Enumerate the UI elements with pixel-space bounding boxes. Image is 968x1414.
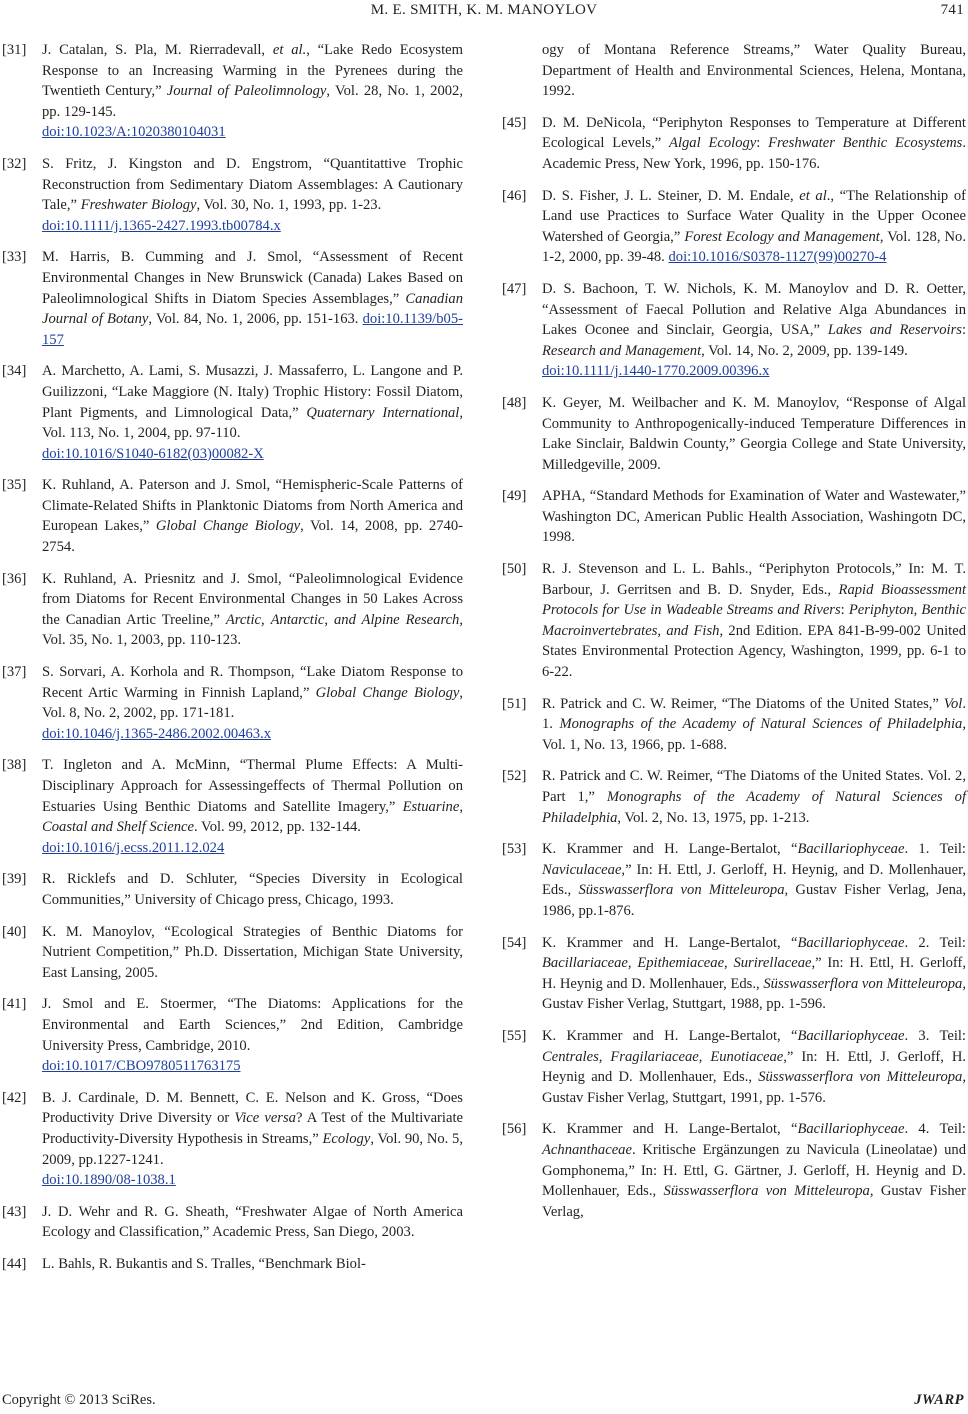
reference-segment: , Vol. 90, No. 5, 2009, pp.1227-1241. [42, 1130, 464, 1168]
copyright-notice: Copyright © 2013 SciRes. [2, 1392, 156, 1408]
doi-link[interactable]: doi:10.1111/j.1365-2427.1993.tb00784.x [42, 217, 281, 234]
page-header [0, 0, 968, 28]
reference-text [42, 1204, 463, 1241]
reference-segment: J. Smol and E. Stoermer, “The Diatoms: Applications for the Environmental and Earth Sciences,” 2nd Edition, Cambridge University Press, Cambridge, 2010. [42, 996, 463, 1054]
doi-link[interactable]: doi:10.1139/b05-157 [42, 311, 463, 348]
reference-text [542, 488, 966, 545]
reference-text [42, 871, 463, 908]
reference-entry [2, 40, 463, 143]
reference-segment: ,” In: H. Ettl, J. Gerloff, H. Heynig, and D. Mollenhauer, Eds., [542, 861, 966, 899]
italic-title: et al [799, 187, 827, 204]
reference-number: [42] [2, 1089, 27, 1106]
reference-number: [31] [2, 42, 27, 58]
italic-title: Journal of Paleolimnology [166, 83, 327, 100]
italic-title: Bacillariophyceae [797, 1121, 905, 1138]
reference-segment: , Vol. 1, No. 13, 1966, pp. 1-688. [542, 716, 966, 753]
reference-segment: , Gustav Fisher Verlag, Stuttgart, 1988, pp. 1-596. [542, 975, 966, 1013]
reference-text [542, 188, 966, 266]
reference-segment: ,” In: H. Ettl, H. Gerloff, H. Heynig and D. Mollenhauer, Eds., [542, 955, 967, 992]
reference-segment: , “Lake Redo Ecosystem Response to an Increasing Warming in the Pyrenees during the Twentieth Century,” [42, 42, 463, 100]
italic-title: Lakes and Reservoirs [827, 322, 962, 339]
reference-text [542, 42, 966, 99]
reference-number: [38] [2, 757, 27, 774]
reference-number: [55] [502, 1027, 527, 1044]
reference-segment: K. M. Manoylov, “Ecological Strategies of Benthic Diatoms for Nutrient Competition,” Ph.D. Dissertation, Michigan State University, East Lansing, 2005. [42, 923, 463, 981]
reference-segment: , [724, 955, 734, 972]
reference-entry [502, 186, 966, 268]
reference-entry [502, 40, 966, 102]
reference-number: [37] [2, 664, 27, 681]
reference-entry [502, 559, 966, 683]
reference-text [542, 115, 966, 172]
italic-title: Estuarine [402, 798, 460, 815]
reference-segment: K. Ruhland, A. Priesnitz and J. Smol, “Paleolimnological Evidence from Diatoms for Recent Environmental Changes in 50 Lakes Across the Canadian Artic Treeline,” [42, 570, 463, 628]
reference-segment: . 1. Teil: [904, 841, 966, 858]
italic-title: Bacillariophyceae [797, 1027, 905, 1044]
reference-entry [502, 694, 966, 756]
reference-segment: R. Ricklefs and D. Schluter, “Species Diversity in Ecological Communities,” University of Chicago press, Chicago, 1993. [42, 871, 463, 908]
doi-link[interactable]: doi:10.1111/j.1440-1770.2009.00396.x [542, 363, 770, 380]
reference-segment: , Vol. 30, No. 1, 1993, pp. 1-23. [196, 197, 382, 214]
reference-segment: . Academic Press, New York, 1996, pp. 150-176. [542, 135, 966, 172]
reference-text [42, 477, 463, 555]
reference-segment: ., “The Relationship of Land use Practices to Surface Water Quality in the Upper Oconee Watershed of Georgia,” [542, 187, 966, 245]
reference-segment: , [598, 1048, 611, 1065]
reference-number: [53] [502, 841, 527, 858]
reference-entry [2, 1202, 463, 1243]
reference-number: [52] [502, 768, 527, 785]
reference-segment: K. Krammer and H. Lange-Bertalot, “ [542, 934, 798, 951]
italic-title: Süsswasserflora von Mitteleuropa [578, 882, 785, 899]
reference-number: [51] [502, 695, 527, 712]
reference-number: [47] [502, 280, 527, 297]
reference-entry [2, 755, 463, 858]
reference-entry [2, 475, 463, 557]
journal-abbreviation: JWARP [914, 1392, 964, 1408]
reference-number: [39] [2, 871, 27, 888]
reference-entry [2, 569, 463, 651]
reference-segment: : [756, 135, 769, 152]
reference-segment: . Vol. 99, 2012, pp. 132-144. [194, 819, 361, 836]
italic-title: Rapid Bioassessment Protocols for Use in Wadeable Streams and Rivers [542, 581, 967, 619]
reference-entry [502, 839, 966, 921]
reference-segment: S. Sorvari, A. Korhola and R. Thompson, “Lake Diatom Response to Recent Artic Warming in Finnish Lapland,” [42, 664, 463, 701]
reference-text [42, 156, 463, 213]
reference-entry [2, 922, 463, 984]
reference-segment: , Gustav Fisher Verlag, [542, 1183, 966, 1220]
reference-segment: J. D. Wehr and R. G. Sheath, “Freshwater Algae of North America Ecology and Classification,” Academic Press, San Diego, 2003. [42, 1203, 463, 1241]
reference-entry [2, 247, 463, 350]
italic-title: Bacillariaceae [542, 955, 628, 972]
reference-text [542, 281, 966, 359]
reference-number: [33] [2, 249, 27, 266]
italic-title: Epithemiaceae [637, 955, 725, 972]
reference-segment: B. J. Cardinale, D. M. Bennett, C. E. Nelson and K. Gross, “Does Productivity Drive Diversity or [42, 1089, 463, 1127]
italic-title: Bacillariophyceae [797, 841, 905, 858]
reference-text [42, 249, 463, 347]
italic-title: Vice versa [234, 1110, 296, 1127]
reference-segment: ,” In: H. Ettl, J. Gerloff, H. Heynig and D. Mollenhauer, Eds., [542, 1048, 967, 1086]
reference-number: [36] [2, 570, 27, 587]
reference-segment: . 3. Teil: [904, 1027, 966, 1044]
reference-segment: R. Patrick and C. W. Reimer, “The Diatoms of the United States. Vol. 2, Part 1,” [542, 768, 966, 805]
italic-title: Ecology [322, 1130, 371, 1147]
reference-text [42, 571, 463, 649]
reference-segment: D. S. Fisher, J. L. Steiner, D. M. Endale, [542, 187, 800, 204]
running-head-authors: M. E. SMITH, K. M. MANOYLOV [370, 2, 598, 18]
reference-segment: , Gustav Fisher Verlag, Jena, 1986, pp.1-876. [542, 882, 967, 919]
italic-title: Süsswasserflora von Mitteleuropa [758, 1069, 963, 1086]
reference-number: [35] [2, 477, 27, 494]
reference-segment: : [961, 322, 966, 339]
reference-segment: , Vol. 28, No. 1, 2002, pp. 129-145. [42, 83, 463, 120]
reference-entry [2, 154, 463, 236]
reference-segment: K. Krammer and H. Lange-Bertalot, “ [542, 1027, 798, 1044]
reference-number: [41] [2, 996, 27, 1013]
reference-segment: K. Krammer and H. Lange-Bertalot, “ [542, 841, 798, 858]
reference-text [42, 924, 463, 981]
italic-title: Quaternary International [306, 404, 460, 421]
reference-number: [49] [502, 488, 527, 505]
reference-segment: , [324, 611, 334, 628]
reference-segment: A. Marchetto, A. Lami, S. Musazzi, J. Massaferro, L. Langone and P. Guilizzoni, “Lake Maggiore (N. Italy) Trophic History: Fossil Diatom, Plant Pigments, and Limnological Data,” [42, 363, 463, 421]
italic-title: Global Change Biology [315, 684, 460, 701]
italic-title: Eunotiaceae [710, 1048, 784, 1065]
reference-segment: R. Patrick and C. W. Reimer, “The Diatoms of the United States,” [542, 695, 944, 712]
reference-text [542, 1028, 966, 1106]
reference-number: [44] [2, 1255, 27, 1272]
reference-segment: , Vol. 35, No. 1, 2003, pp. 110-123. [42, 611, 464, 649]
reference-entry [502, 393, 966, 475]
reference-number: [46] [502, 187, 527, 204]
reference-entry [502, 766, 966, 828]
reference-segment: APHA, “Standard Methods for Examination of Water and Wastewater,” Washington DC, American Public Health Association, Washingotn DC, 1998. [542, 488, 966, 546]
reference-number: [48] [502, 394, 527, 411]
italic-title: and Alpine Research [333, 611, 460, 628]
reference-segment: S. Fritz, J. Kingston and D. Engstrom, “Quantitattive Trophic Reconstruction from Sedimentary Diatom Assemblages: A Cautionary Tale,” [42, 155, 463, 214]
reference-text [542, 696, 966, 753]
italic-title: Coastal and Shelf Science [42, 819, 194, 836]
italic-title: Surirellaceae [733, 955, 812, 972]
italic-title: Canadian Journal of Botany [42, 290, 463, 328]
reference-text [542, 561, 966, 680]
reference-segment: J. Catalan, S. Pla, M. Rierradevall, [42, 42, 273, 58]
italic-title: Süsswasserflora von Mitteleuropa [663, 1183, 870, 1200]
reference-segment: D. S. Bachoon, T. W. Nichols, K. M. Manoylov and D. R. Oetter, “Assessment of Faecal Pollution and Relative Alga Abundances in Lakes Oconee and Sinclair, Georgia, USA,” [542, 280, 966, 339]
reference-segment: K. Geyer, M. Weilbacher and K. M. Manoylov, “Response of Algal Community to Anthropogenically-induced Temperature Differences in Lake Sinclair, Baldwin County,” Georgia College and State University, Milledgeville, 2009. [542, 394, 966, 473]
reference-segment: , [459, 798, 463, 815]
doi-link[interactable]: doi:10.1016/j.ecss.2011.12.024 [42, 839, 225, 856]
reference-number: [43] [2, 1203, 27, 1220]
reference-entry [2, 1088, 463, 1191]
reference-entry [502, 1119, 966, 1222]
reference-segment: . 4. Teil: [904, 1121, 966, 1138]
italic-title: Naviculaceae [542, 861, 622, 878]
page-number: 741 [940, 2, 964, 18]
doi-link[interactable]: doi:10.1016/S1040-6182(03)00082-X [42, 445, 264, 462]
references-right-column [502, 40, 966, 1233]
reference-entry [2, 361, 463, 464]
reference-segment: , Vol. 8, No. 2, 2002, pp. 171-181. [42, 684, 463, 722]
reference-segment: , Vol. 14, No. 2, 2009, pp. 139-149. [701, 342, 908, 359]
reference-segment: . Kritische Ergänzungen zu Navicula (Lineolatae) und Gomphonema,” In: H. Ettl, G. Gärtner, J. Gerloff, H. Heynig and D. Mollenhauer, Eds., [542, 1141, 966, 1200]
doi-link[interactable]: doi:10.1017/CBO9780511763175 [42, 1058, 241, 1075]
italic-title: Arctic [225, 611, 261, 628]
italic-title: Vol [943, 695, 963, 712]
reference-segment: R. J. Stevenson and L. L. Bahls., “Periphyton Protocols,” In: M. T. Barbour, J. Gerritsen and B. D. Snyder, Eds., [542, 561, 966, 598]
italic-title: Bacillariophyceae [797, 934, 905, 951]
italic-title: Global Change Biology [155, 518, 301, 535]
reference-segment: , [627, 955, 638, 972]
italic-title: Research and Management [542, 342, 702, 359]
reference-text [542, 841, 966, 919]
italic-title: Freshwater Biology [80, 197, 197, 214]
reference-text [542, 1121, 966, 1219]
reference-segment: K. Krammer and H. Lange-Bertalot, “ [542, 1121, 798, 1138]
reference-segment: , Vol. 113, No. 1, 2004, pp. 97-110. [42, 404, 464, 442]
reference-segment: , Vol. 14, 2008, pp. 2740-2754. [42, 518, 463, 556]
page-footer [0, 1390, 968, 1414]
reference-text [42, 1256, 366, 1272]
reference-entry [2, 662, 463, 744]
italic-title: Centrales [542, 1048, 599, 1065]
reference-number: [32] [2, 155, 27, 172]
reference-text [42, 42, 463, 120]
italic-title: Fragilariaceae [610, 1048, 699, 1065]
reference-entry [502, 933, 966, 1015]
references-left-column [2, 40, 463, 1285]
reference-entry [502, 279, 966, 382]
italic-title: Periphyton, Benthic Macroinvertebrates, and Fish [542, 602, 966, 639]
reference-segment: , Vol. 128, No. 1-2, 2000, pp. 39-48. [542, 228, 966, 266]
doi-link[interactable]: doi:10.1023/A:1020380104031 [42, 124, 226, 141]
reference-text [542, 935, 966, 1013]
reference-text [42, 664, 463, 721]
reference-text [42, 363, 463, 441]
reference-segment: . 1. [542, 695, 966, 733]
reference-segment: M. Harris, B. Cumming and J. Smol, “Assessment of Recent Environmental Changes in New Brunswick (Canada) Lakes Based on Paleolimnological Shifts in Diatom Species Assemblages,” [42, 249, 463, 307]
italic-title: Monographs of the Academy of Natural Sciences of Philadelphia [559, 716, 963, 733]
italic-title: Süsswasserflora von Mitteleuropa [763, 975, 963, 992]
reference-segment: ogy of Montana Reference Streams,” Water Quality Bureau, Department of Health and Environmental Sciences, Helena, Montana, 1992. [542, 42, 966, 100]
reference-segment: D. M. DeNicola, “Periphyton Responses to Temperature at Different Ecological Levels,” [542, 114, 966, 152]
reference-segment: , Vol. 84, No. 1, 2006, pp. 151-163. [148, 311, 363, 328]
italic-title: Achnanthaceae [542, 1141, 632, 1158]
doi-link[interactable]: doi:10.1890/08-1038.1 [42, 1172, 176, 1189]
italic-title: et al. [272, 42, 307, 58]
italic-title: Algal Ecology [669, 135, 757, 152]
reference-entry [502, 113, 966, 175]
italic-title: Freshwater Benthic Ecosystems [768, 135, 963, 152]
reference-segment: , Vol. 2, No. 13, 1975, pp. 1-213. [617, 809, 810, 826]
reference-segment: T. Ingleton and A. McMinn, “Thermal Plume Effects: A Multi-Disciplinary Approach for Assessingeffects of Thermal Pollution on Estuaries Using Benthic Diatoms and Satellite Imagery,” [42, 757, 463, 815]
reference-segment: , [261, 611, 271, 628]
reference-entry [2, 1254, 463, 1275]
reference-entry [502, 486, 966, 548]
italic-title: Monographs of the Academy of Natural Sciences of Philadelphia [542, 789, 966, 826]
reference-text [542, 395, 966, 473]
reference-text [42, 996, 463, 1053]
doi-link[interactable]: doi:10.1046/j.1365-2486.2002.00463.x [42, 725, 272, 742]
reference-number: [56] [502, 1121, 527, 1138]
reference-entry [2, 994, 463, 1076]
reference-segment: L. Bahls, R. Bukantis and S. Tralles, “Benchmark Biol- [42, 1255, 366, 1272]
doi-link[interactable]: doi:10.1016/S0378-1127(99)00270-4 [668, 249, 887, 266]
reference-number: [54] [502, 934, 527, 951]
reference-number: [45] [502, 114, 527, 131]
reference-number: [34] [2, 363, 27, 380]
reference-segment: , 2nd Edition. EPA 841-B-99-002 United States Environmental Protection Agency, Washington, 1999, pp. 6-1 to 6-22. [542, 622, 966, 681]
reference-segment: ? A Test of the Multivariate Productivity-Diversity Hypothesis in Streams,” [42, 1110, 463, 1147]
reference-number: [40] [2, 923, 27, 940]
reference-entry [2, 869, 463, 910]
reference-entry [502, 1026, 966, 1108]
reference-number: [50] [502, 561, 527, 578]
reference-text [542, 768, 966, 825]
italic-title: Forest Ecology and Management [684, 228, 880, 245]
reference-segment: K. Ruhland, A. Paterson and J. Smol, “Hemispheric-Scale Patterns of Climate-Related Shifts in Planktonic Diatoms from North America and European Lakes,” [42, 477, 463, 535]
reference-segment: . 2. Teil: [904, 934, 966, 951]
reference-text [42, 757, 463, 835]
italic-title: Antarctic [270, 611, 325, 628]
reference-segment: , [698, 1048, 711, 1065]
reference-segment: : [840, 602, 849, 619]
reference-segment: , Gustav Fisher Verlag, Stuttgart, 1991, pp. 1-576. [542, 1069, 966, 1106]
reference-text [42, 1090, 463, 1168]
